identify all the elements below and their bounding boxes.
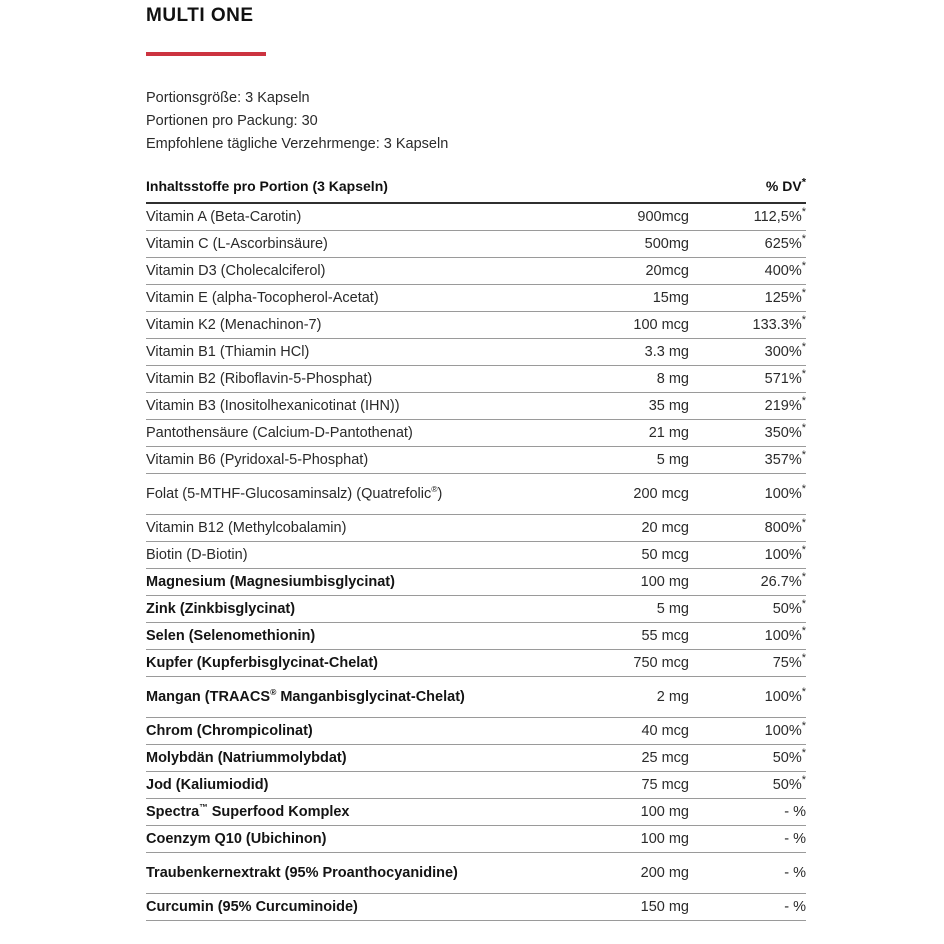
- recommended-intake-text: Empfohlene tägliche Verzehrmenge: 3 Kapseln: [146, 136, 449, 152]
- serving-info-block: [146, 87, 806, 156]
- ingredient-daily-value: 625%*: [689, 231, 806, 258]
- table-row: [146, 258, 806, 285]
- table-row: [146, 312, 806, 339]
- footnote-asterisk: *: [801, 449, 806, 462]
- ingredient-daily-value: 112,5%*: [689, 203, 806, 231]
- ingredient-daily-value: - %: [689, 799, 806, 826]
- footnote-asterisk: *: [801, 652, 806, 665]
- ingredient-daily-value: 571%*: [689, 366, 806, 393]
- ingredient-daily-value: 100%*: [689, 718, 806, 745]
- footnote-asterisk: *: [801, 341, 806, 354]
- ingredient-name: Vitamin B12 (Methylcobalamin): [146, 515, 544, 542]
- ingredient-amount: 900mcg: [544, 203, 689, 231]
- ingredient-daily-value: 50%*: [689, 596, 806, 623]
- ingredient-name: Vitamin K2 (Menachinon-7): [146, 312, 544, 339]
- ingredient-amount: 20 mcg: [544, 515, 689, 542]
- footnote-asterisk: *: [801, 517, 806, 530]
- ingredient-amount: 2 mg: [544, 677, 689, 718]
- ingredient-name: Vitamin E (alpha-Tocopherol-Acetat): [146, 285, 544, 312]
- footnote-asterisk: *: [801, 571, 806, 584]
- page-title: MULTI ONE: [146, 5, 254, 26]
- ingredient-amount: 5 mg: [544, 447, 689, 474]
- footnote-asterisk: *: [801, 598, 806, 611]
- table-row: [146, 745, 806, 772]
- serving-size-text: Portionsgröße: 3 Kapseln: [146, 90, 310, 106]
- ingredient-daily-value: 300%*: [689, 339, 806, 366]
- trademark-mark: ®: [431, 484, 438, 495]
- footnote-asterisk: *: [801, 395, 806, 408]
- ingredient-daily-value: 133.3%*: [689, 312, 806, 339]
- table-row: [146, 515, 806, 542]
- ingredient-amount: 750 mcg: [544, 650, 689, 677]
- ingredient-amount: 100 mg: [544, 569, 689, 596]
- ingredient-name: Vitamin C (L-Ascorbinsäure): [146, 231, 544, 258]
- ingredient-amount: 200 mcg: [544, 474, 689, 515]
- ingredient-name: Folat (5-MTHF-Glucosaminsalz) (Quatrefolic®): [146, 474, 544, 515]
- column-header-daily-value: % DV*: [689, 177, 806, 203]
- ingredient-amount: 15mg: [544, 285, 689, 312]
- ingredient-daily-value: 100%*: [689, 474, 806, 515]
- servings-per-container-text: Portionen pro Packung: 30: [146, 113, 318, 129]
- table-row: [146, 799, 806, 826]
- ingredient-name: Molybdän (Natriummolybdat): [146, 745, 544, 772]
- table-row: [146, 542, 806, 569]
- table-row: [146, 718, 806, 745]
- ingredient-daily-value: - %: [689, 853, 806, 894]
- ingredient-daily-value: 400%*: [689, 258, 806, 285]
- footnote-asterisk: *: [801, 544, 806, 557]
- table-row: [146, 677, 806, 718]
- trademark-mark: ™: [199, 802, 208, 813]
- ingredient-name: Vitamin B2 (Riboflavin-5-Phosphat): [146, 366, 544, 393]
- ingredient-amount: 5 mg: [544, 596, 689, 623]
- ingredient-name: Vitamin A (Beta-Carotin): [146, 203, 544, 231]
- footnote-asterisk: *: [801, 720, 806, 733]
- footnote-asterisk: *: [801, 287, 806, 300]
- ingredient-name: Vitamin B1 (Thiamin HCl): [146, 339, 544, 366]
- table-body: [146, 203, 806, 921]
- footnote-asterisk: *: [801, 176, 806, 189]
- ingredient-name: Vitamin D3 (Cholecalciferol): [146, 258, 544, 285]
- table-row: [146, 474, 806, 515]
- footnote-asterisk: *: [801, 260, 806, 273]
- ingredient-daily-value: - %: [689, 894, 806, 921]
- ingredient-name: Traubenkernextrakt (95% Proanthocyanidine): [146, 853, 544, 894]
- footnote-asterisk: *: [801, 206, 806, 219]
- table-row: [146, 447, 806, 474]
- ingredient-daily-value: 357%*: [689, 447, 806, 474]
- table-header-row: [146, 177, 806, 203]
- table-row: [146, 231, 806, 258]
- footnote-asterisk: *: [801, 233, 806, 246]
- ingredient-amount: 3.3 mg: [544, 339, 689, 366]
- table-row: [146, 623, 806, 650]
- footnote-asterisk: *: [801, 774, 806, 787]
- ingredient-amount: 40 mcg: [544, 718, 689, 745]
- ingredient-name: Pantothensäure (Calcium-D-Pantothenat): [146, 420, 544, 447]
- column-header-ingredients: Inhaltsstoffe pro Portion (3 Kapseln): [146, 177, 544, 203]
- table-row: [146, 393, 806, 420]
- supplement-facts-table: [146, 177, 806, 921]
- ingredient-amount: 100 mcg: [544, 312, 689, 339]
- ingredient-amount: 50 mcg: [544, 542, 689, 569]
- ingredient-name: Biotin (D-Biotin): [146, 542, 544, 569]
- label-content: [146, 0, 806, 921]
- table-row: [146, 285, 806, 312]
- ingredient-daily-value: 100%*: [689, 623, 806, 650]
- ingredient-amount: 150 mg: [544, 894, 689, 921]
- ingredient-daily-value: - %: [689, 826, 806, 853]
- ingredient-name: Vitamin B3 (Inositolhexanicotinat (IHN)): [146, 393, 544, 420]
- ingredient-amount: 100 mg: [544, 799, 689, 826]
- ingredient-amount: 25 mcg: [544, 745, 689, 772]
- ingredient-name: Mangan (TRAACS® Manganbisglycinat-Chelat): [146, 677, 544, 718]
- table-row: [146, 203, 806, 231]
- table-row: [146, 772, 806, 799]
- table-row: [146, 366, 806, 393]
- ingredient-name: Zink (Zinkbisglycinat): [146, 596, 544, 623]
- footnote-asterisk: *: [801, 483, 806, 496]
- ingredient-name: Jod (Kaliumiodid): [146, 772, 544, 799]
- ingredient-amount: 20mcg: [544, 258, 689, 285]
- footnote-asterisk: *: [801, 747, 806, 760]
- ingredient-daily-value: 26.7%*: [689, 569, 806, 596]
- ingredient-name: Magnesium (Magnesiumbisglycinat): [146, 569, 544, 596]
- ingredient-daily-value: 219%*: [689, 393, 806, 420]
- ingredient-name: Coenzym Q10 (Ubichinon): [146, 826, 544, 853]
- ingredient-name: Spectra™ Superfood Komplex: [146, 799, 544, 826]
- table-row: [146, 650, 806, 677]
- footnote-asterisk: *: [801, 368, 806, 381]
- ingredient-daily-value: 100%*: [689, 542, 806, 569]
- table-row: [146, 420, 806, 447]
- ingredient-amount: 55 mcg: [544, 623, 689, 650]
- footnote-asterisk: *: [801, 314, 806, 327]
- trademark-mark: ®: [270, 687, 277, 698]
- column-header-amount: [544, 177, 689, 203]
- ingredient-name: Vitamin B6 (Pyridoxal-5-Phosphat): [146, 447, 544, 474]
- ingredient-name: Curcumin (95% Curcuminoide): [146, 894, 544, 921]
- table-row: [146, 596, 806, 623]
- ingredient-daily-value: 100%*: [689, 677, 806, 718]
- ingredient-daily-value: 350%*: [689, 420, 806, 447]
- footnote-asterisk: *: [801, 686, 806, 699]
- ingredient-amount: 100 mg: [544, 826, 689, 853]
- table-row: [146, 339, 806, 366]
- ingredient-amount: 200 mg: [544, 853, 689, 894]
- footnote-asterisk: *: [801, 625, 806, 638]
- ingredient-name: Chrom (Chrompicolinat): [146, 718, 544, 745]
- ingredient-amount: 35 mg: [544, 393, 689, 420]
- ingredient-name: Selen (Selenomethionin): [146, 623, 544, 650]
- ingredient-amount: 500mg: [544, 231, 689, 258]
- ingredient-daily-value: 125%*: [689, 285, 806, 312]
- table-header: [146, 177, 806, 203]
- ingredient-daily-value: 50%*: [689, 745, 806, 772]
- ingredient-amount: 21 mg: [544, 420, 689, 447]
- accent-divider: [146, 52, 266, 56]
- table-row: [146, 894, 806, 921]
- ingredient-amount: 75 mcg: [544, 772, 689, 799]
- table-row: [146, 826, 806, 853]
- ingredient-daily-value: 50%*: [689, 772, 806, 799]
- ingredient-amount: 8 mg: [544, 366, 689, 393]
- ingredient-name: Kupfer (Kupferbisglycinat-Chelat): [146, 650, 544, 677]
- footnote-asterisk: *: [801, 422, 806, 435]
- table-row: [146, 853, 806, 894]
- ingredient-daily-value: 800%*: [689, 515, 806, 542]
- ingredient-daily-value: 75%*: [689, 650, 806, 677]
- table-row: [146, 569, 806, 596]
